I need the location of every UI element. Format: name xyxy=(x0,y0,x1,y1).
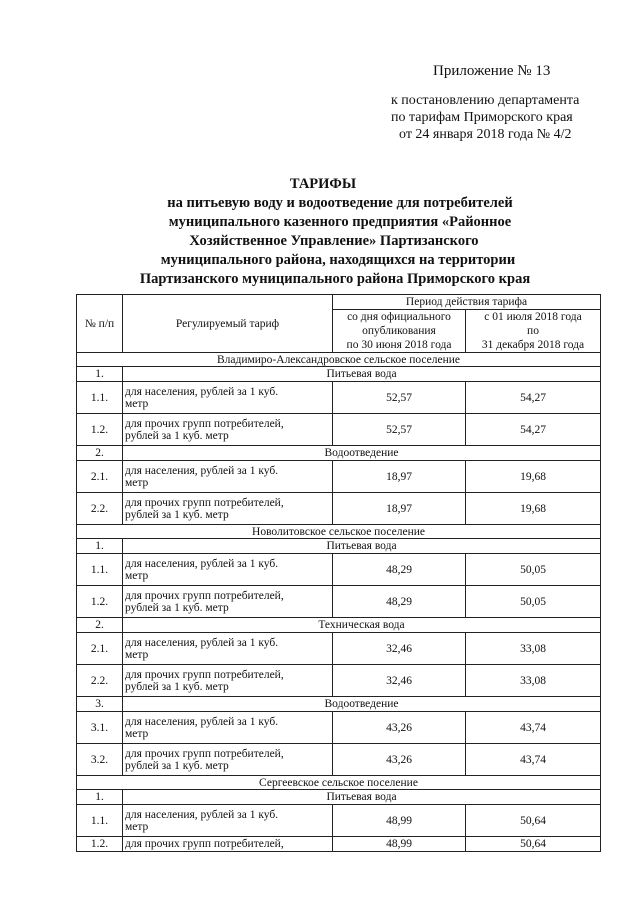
group-row xyxy=(77,790,601,805)
appendix-line-2: по тарифам Приморского края xyxy=(391,110,573,125)
row-label xyxy=(123,837,333,852)
row-value-period-1: 48,99 xyxy=(333,805,466,837)
row-num: 1.2. xyxy=(77,414,123,446)
row-value-period-2: 19,68 xyxy=(466,493,601,525)
row-label xyxy=(123,554,333,586)
row-value-period-2: 50,05 xyxy=(466,554,601,586)
row-label-line-1: для прочих групп потребителей, xyxy=(125,668,284,681)
row-num: 1.1. xyxy=(77,554,123,586)
header-period-2-line-1: с 01 июля 2018 года xyxy=(484,311,582,323)
group-num: 2. xyxy=(77,446,123,461)
row-num: 2.1. xyxy=(77,633,123,665)
row-label-line-2: рублей за 1 куб. метр xyxy=(125,680,229,693)
row-label-line-1: для населения, рублей за 1 куб. xyxy=(125,464,279,477)
row-value-period-2: 54,27 xyxy=(466,382,601,414)
row-value-period-1: 32,46 xyxy=(333,665,466,697)
group-name: Питьевая вода xyxy=(123,367,601,382)
row-label-line-2: рублей за 1 куб. метр xyxy=(125,508,229,521)
document-title xyxy=(0,175,640,289)
row-label-line-2: метр xyxy=(125,820,149,833)
group-name: Питьевая вода xyxy=(123,539,601,554)
row-label xyxy=(123,805,333,837)
row-label xyxy=(123,493,333,525)
group-num: 1. xyxy=(77,539,123,554)
row-label-line-2: метр xyxy=(125,569,149,582)
title-line-4: Хозяйственное Управление» Партизанского xyxy=(189,233,479,249)
header-period-2-line-2: по xyxy=(527,325,539,337)
row-label-line-1: для населения, рублей за 1 куб. xyxy=(125,715,279,728)
appendix-line-1: к постановлению департамента xyxy=(391,93,580,108)
row-value-period-1: 52,57 xyxy=(333,414,466,446)
row-label-line-1: для прочих групп потребителей, xyxy=(125,496,284,509)
group-row xyxy=(77,367,601,382)
group-num: 3. xyxy=(77,697,123,712)
group-name: Водоотведение xyxy=(123,697,601,712)
table-row xyxy=(77,805,601,837)
header-num: № п/п xyxy=(77,295,123,353)
row-value-period-2: 33,08 xyxy=(466,665,601,697)
section-name: Новолитовское сельское поселение xyxy=(77,525,601,539)
row-label xyxy=(123,461,333,493)
row-value-period-1: 32,46 xyxy=(333,633,466,665)
section-name: Сергеевское сельское поселение xyxy=(77,776,601,790)
group-name: Водоотведение xyxy=(123,446,601,461)
row-value-period-2: 43,74 xyxy=(466,744,601,776)
row-label-line-1: для прочих групп потребителей, xyxy=(125,747,284,760)
header-period-1 xyxy=(333,310,466,353)
row-num: 1.2. xyxy=(77,837,123,852)
row-label-line-2: метр xyxy=(125,397,149,410)
table-row xyxy=(77,712,601,744)
row-label-line-1: для населения, рублей за 1 куб. xyxy=(125,557,279,570)
group-name: Питьевая вода xyxy=(123,790,601,805)
row-label-line-2: метр xyxy=(125,727,149,740)
table-row xyxy=(77,382,601,414)
header-period-1-line-1: со дня официального xyxy=(347,311,451,323)
table-header-row xyxy=(77,295,601,310)
group-row xyxy=(77,697,601,712)
appendix-number: Приложение № 13 xyxy=(433,63,551,79)
row-label-line-2: рублей за 1 куб. метр xyxy=(125,601,229,614)
row-value-period-1: 48,29 xyxy=(333,586,466,618)
section-row xyxy=(77,776,601,790)
title-line-6: Партизанского муниципального района Приморского края xyxy=(139,271,531,287)
row-num: 2.1. xyxy=(77,461,123,493)
group-name: Техническая вода xyxy=(123,618,601,633)
row-label xyxy=(123,744,333,776)
row-label xyxy=(123,382,333,414)
row-label-line-2: рублей за 1 куб. метр xyxy=(125,759,229,772)
title-line-3: муниципального казенного предприятия «Районное xyxy=(168,214,512,230)
header-period-1-line-2: опубликования xyxy=(362,325,436,337)
row-num: 2.2. xyxy=(77,665,123,697)
row-value-period-2: 50,05 xyxy=(466,586,601,618)
row-num: 3.2. xyxy=(77,744,123,776)
table-row xyxy=(77,586,601,618)
table-row xyxy=(77,837,601,852)
group-num: 1. xyxy=(77,367,123,382)
group-row xyxy=(77,446,601,461)
row-num: 1.2. xyxy=(77,586,123,618)
title-line-2: на питьевую воду и водоотведение для потребителей xyxy=(167,195,513,211)
row-label xyxy=(123,586,333,618)
row-label-line-2: метр xyxy=(125,648,149,661)
row-value-period-1: 48,99 xyxy=(333,837,466,852)
row-label-line-2: рублей за 1 куб. метр xyxy=(125,429,229,442)
row-value-period-2: 54,27 xyxy=(466,414,601,446)
row-value-period-2: 43,74 xyxy=(466,712,601,744)
row-value-period-1: 48,29 xyxy=(333,554,466,586)
row-num: 3.1. xyxy=(77,712,123,744)
row-label-line-1: для прочих групп потребителей, xyxy=(125,417,284,430)
row-label xyxy=(123,633,333,665)
table-row xyxy=(77,493,601,525)
header-tariff: Регулируемый тариф xyxy=(123,295,333,353)
row-num: 2.2. xyxy=(77,493,123,525)
header-period-2 xyxy=(466,310,601,353)
section-name: Владимиро-Александровское сельское поселение xyxy=(77,353,601,367)
appendix-line-3: от 24 января 2018 года № 4/2 xyxy=(399,127,572,142)
group-num: 1. xyxy=(77,790,123,805)
row-label-line-1: для прочих групп потребителей, xyxy=(125,838,284,850)
row-value-period-1: 43,26 xyxy=(333,712,466,744)
section-row xyxy=(77,525,601,539)
title-line-5: муниципального района, находящихся на территории xyxy=(160,252,516,268)
section-row xyxy=(77,353,601,367)
row-label-line-2: метр xyxy=(125,476,149,489)
row-label xyxy=(123,414,333,446)
row-value-period-1: 43,26 xyxy=(333,744,466,776)
group-row xyxy=(77,539,601,554)
row-value-period-2: 50,64 xyxy=(466,837,601,852)
row-num: 1.1. xyxy=(77,382,123,414)
title-line-1: ТАРИФЫ xyxy=(289,176,357,192)
row-value-period-2: 33,08 xyxy=(466,633,601,665)
header-period: Период действия тарифа xyxy=(333,295,601,310)
header-period-1-line-3: по 30 июня 2018 года xyxy=(346,339,452,351)
group-num: 2. xyxy=(77,618,123,633)
table-row xyxy=(77,633,601,665)
row-label-line-1: для населения, рублей за 1 куб. xyxy=(125,808,279,821)
table-row xyxy=(77,744,601,776)
row-label xyxy=(123,665,333,697)
row-label-line-1: для населения, рублей за 1 куб. xyxy=(125,636,279,649)
table-row xyxy=(77,414,601,446)
row-value-period-2: 19,68 xyxy=(466,461,601,493)
header-period-2-line-3: 31 декабря 2018 года xyxy=(481,339,585,351)
row-label-line-1: для населения, рублей за 1 куб. xyxy=(125,385,279,398)
row-label-line-1: для прочих групп потребителей, xyxy=(125,589,284,602)
table-row xyxy=(77,461,601,493)
row-label xyxy=(123,712,333,744)
tariffs-table xyxy=(76,294,601,852)
row-value-period-1: 18,97 xyxy=(333,493,466,525)
table-row xyxy=(77,665,601,697)
row-value-period-1: 52,57 xyxy=(333,382,466,414)
table-row xyxy=(77,554,601,586)
row-num: 1.1. xyxy=(77,805,123,837)
group-row xyxy=(77,618,601,633)
row-value-period-1: 18,97 xyxy=(333,461,466,493)
row-value-period-2: 50,64 xyxy=(466,805,601,837)
